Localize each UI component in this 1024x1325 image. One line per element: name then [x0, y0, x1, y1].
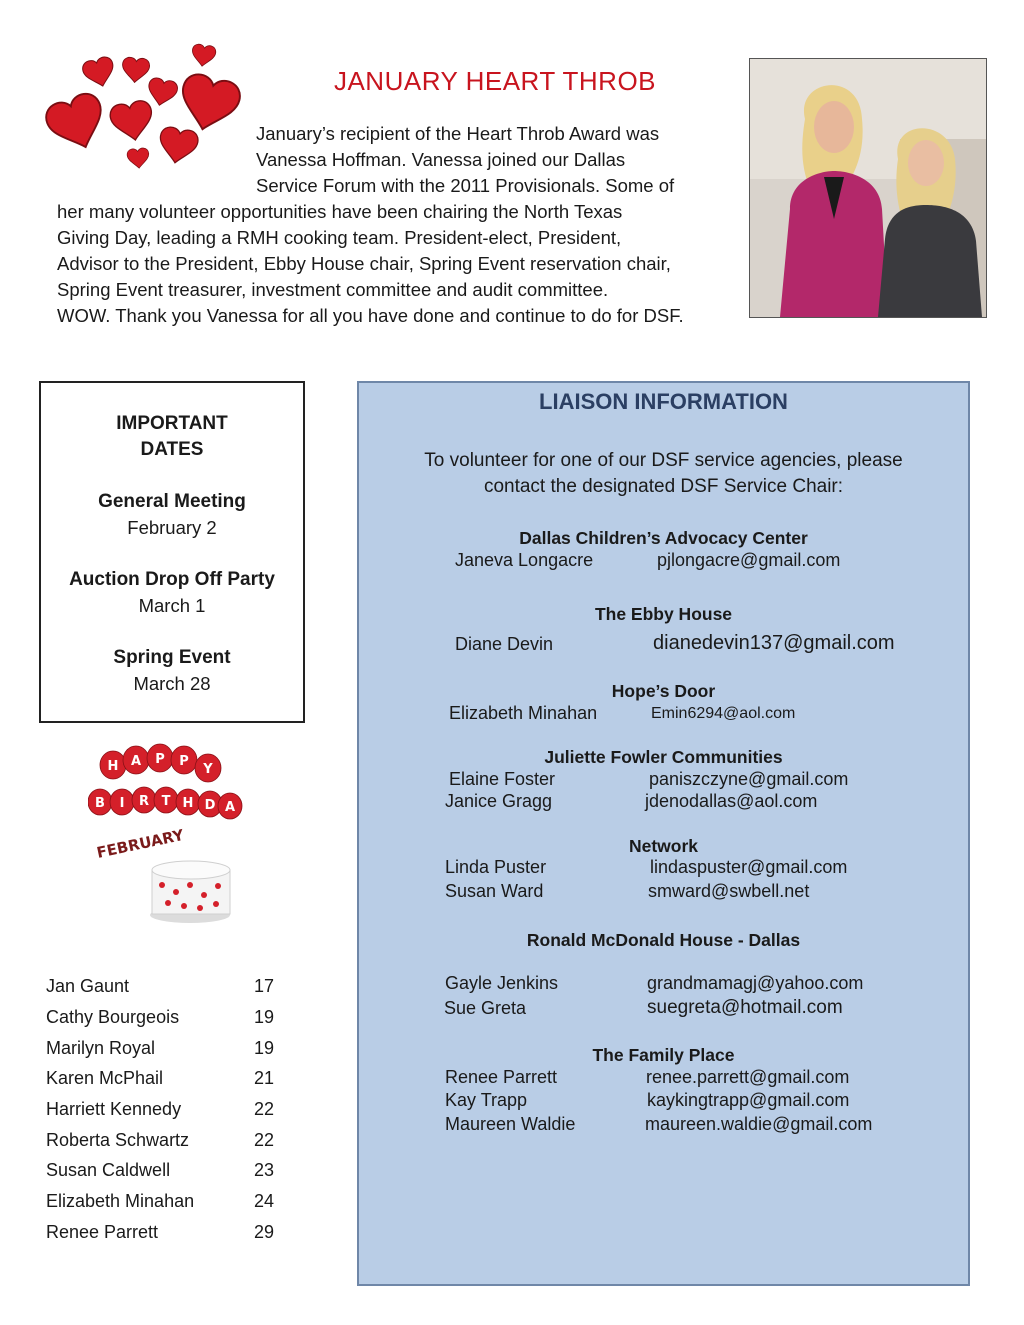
important-dates-box: [39, 381, 305, 723]
agency-name: Hope’s Door: [611, 681, 716, 701]
agency-name: Network: [628, 836, 699, 856]
contact-email[interactable]: suegreta@hotmail.com: [647, 997, 843, 1018]
birthday-row: [46, 1099, 286, 1123]
birthday-row: [46, 976, 286, 1000]
birthday-row: [46, 1007, 286, 1031]
birthday-name: Susan Caldwell: [46, 1160, 171, 1180]
hearts-icon: [36, 40, 248, 180]
birthday-name: Roberta Schwartz: [46, 1130, 190, 1150]
birthday-day: 19: [254, 1038, 275, 1058]
contact-email[interactable]: smward@swbell.net: [648, 881, 810, 901]
birthday-name: Marilyn Royal: [46, 1038, 156, 1058]
article-line: January’s recipient of the Heart Throb Award was: [256, 123, 660, 144]
liaison-intro: contact the designated DSF Service Chair:: [483, 476, 844, 497]
birthday-row: [46, 1222, 286, 1246]
article-line: Giving Day, leading a RMH cooking team. President-elect, President,: [57, 227, 622, 248]
birthday-name: Renee Parrett: [46, 1222, 159, 1242]
birthday-row: [46, 1130, 286, 1154]
article-line: her many volunteer opportunities have been chairing the North Texas: [57, 201, 623, 222]
contact-email[interactable]: paniszczyne@gmail.com: [649, 769, 849, 789]
contact-email[interactable]: renee.parrett@gmail.com: [646, 1067, 850, 1087]
birthday-day: 22: [254, 1099, 275, 1119]
balloon-letter: T: [161, 794, 171, 809]
birthday-row: [46, 1068, 286, 1092]
birthday-day: 17: [254, 976, 275, 996]
birthday-row: [46, 1038, 286, 1062]
event-name: Auction Drop Off Party: [69, 569, 275, 590]
balloon-letter: R: [138, 794, 150, 809]
birthday-day: 22: [254, 1130, 275, 1150]
event-name: Spring Event: [113, 647, 231, 668]
liaison-title: LIAISON INFORMATION: [539, 389, 788, 414]
birthday-name: Jan Gaunt: [46, 976, 130, 996]
agency-name: Juliette Fowler Communities: [544, 747, 783, 767]
contact-name: Janeva Longacre: [455, 550, 594, 570]
contact-name: Janice Gragg: [445, 791, 553, 811]
birthday-day: 24: [254, 1191, 275, 1211]
birthday-day: 29: [254, 1222, 275, 1242]
balloon-letter: H: [107, 759, 119, 774]
balloon-letter: P: [179, 754, 189, 769]
contact-email[interactable]: kaykingtrapp@gmail.com: [647, 1090, 850, 1110]
birthday-name: Harriett Kennedy: [46, 1099, 182, 1119]
balloon-letter: A: [130, 754, 142, 769]
balloon-letter: B: [95, 796, 105, 811]
contact-name: Susan Ward: [445, 881, 544, 901]
birthday-row: [46, 1191, 286, 1215]
balloon-letter: D: [204, 798, 216, 813]
birthday-month: FEBRUARY: [95, 825, 186, 862]
birthday-cake-icon: [88, 740, 248, 925]
contact-email[interactable]: maureen.waldie@gmail.com: [645, 1114, 873, 1134]
article-line: Advisor to the President, Ebby House chair, Spring Event reservation chair,: [57, 253, 671, 274]
contact-name: Linda Puster: [445, 857, 547, 877]
event-date: March 28: [133, 673, 211, 694]
event-date: February 2: [127, 517, 217, 538]
birthday-day: 23: [254, 1160, 275, 1180]
contact-name: Diane Devin: [455, 634, 554, 654]
event-name: General Meeting: [98, 491, 246, 512]
balloon-letter: Y: [203, 762, 213, 777]
balloon-letter: H: [182, 796, 194, 811]
article-line: Vanessa Hoffman. Vanessa joined our Dallas: [256, 149, 626, 170]
dates-heading: IMPORTANT: [116, 413, 228, 434]
birthday-name: Karen McPhail: [46, 1068, 164, 1088]
agency-name: The Ebby House: [594, 604, 733, 624]
liaison-panel: [357, 381, 970, 1286]
birthday-name: Elizabeth Minahan: [46, 1191, 195, 1211]
contact-name: Renee Parrett: [445, 1067, 558, 1087]
balloon-letter: I: [119, 796, 125, 811]
contact-name: Gayle Jenkins: [445, 973, 559, 993]
birthday-day: 21: [254, 1068, 275, 1088]
contact-name: Elaine Foster: [449, 769, 556, 789]
agency-name: Dallas Children’s Advocacy Center: [519, 528, 808, 548]
balloon-letter: A: [224, 800, 236, 815]
contact-email[interactable]: Emin6294@aol.com: [651, 705, 796, 722]
birthday-name: Cathy Bourgeois: [46, 1007, 180, 1027]
article-line: WOW. Thank you Vanessa for all you have done and continue to do for DSF.: [57, 305, 684, 326]
contact-name: Elizabeth Minahan: [449, 703, 598, 723]
event-date: March 1: [138, 595, 206, 616]
contact-name: Maureen Waldie: [445, 1114, 576, 1134]
contact-email[interactable]: pjlongacre@gmail.com: [657, 550, 841, 570]
birthday-day: 19: [254, 1007, 275, 1027]
contact-name: Kay Trapp: [445, 1090, 528, 1110]
contact-email[interactable]: dianedevin137@gmail.com: [653, 632, 895, 654]
contact-email[interactable]: grandmamagj@yahoo.com: [647, 973, 864, 993]
award-photo: [749, 58, 987, 318]
article-line: Spring Event treasurer, investment committee and audit committee.: [57, 279, 609, 300]
dates-heading: DATES: [140, 439, 204, 460]
agency-name: Ronald McDonald House - Dallas: [526, 930, 801, 950]
article-line: Service Forum with the 2011 Provisionals. Some of: [256, 175, 675, 196]
balloon-letter: P: [155, 752, 165, 767]
liaison-intro: To volunteer for one of our DSF service agencies, please: [424, 450, 903, 471]
agency-name: The Family Place: [592, 1045, 735, 1065]
contact-email[interactable]: lindaspuster@gmail.com: [650, 857, 848, 877]
contact-name: Sue Greta: [444, 998, 527, 1018]
contact-email[interactable]: jdenodallas@aol.com: [645, 791, 818, 811]
birthday-row: [46, 1160, 286, 1184]
page-title: JANUARY HEART THROB: [333, 66, 657, 96]
